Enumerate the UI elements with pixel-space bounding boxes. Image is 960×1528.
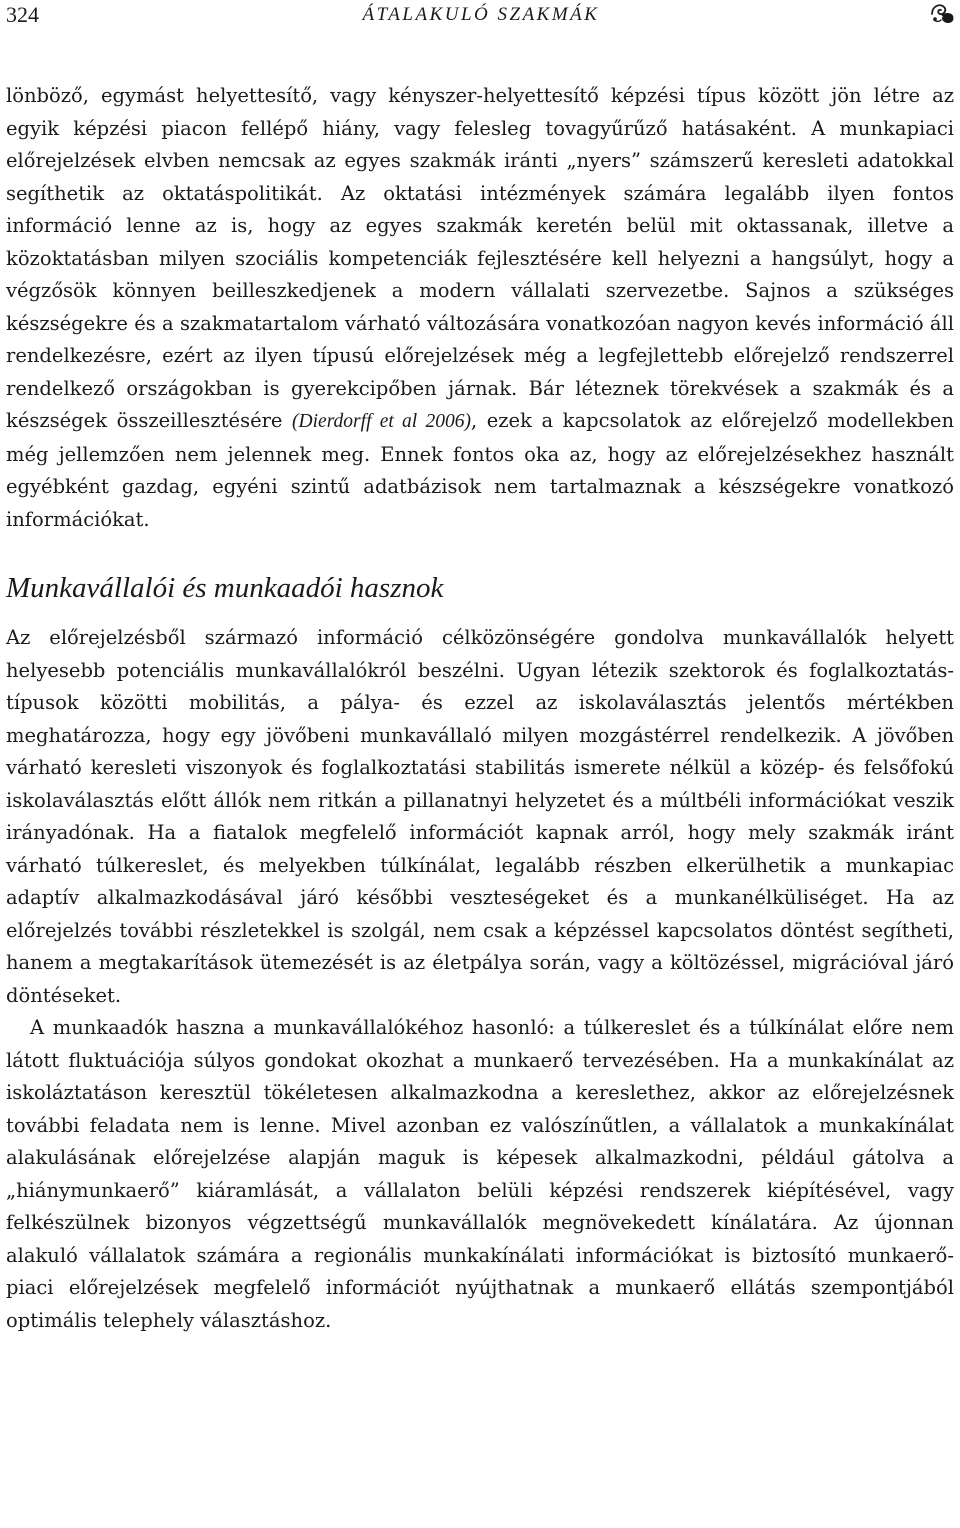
- paragraph: A munkaadók haszna a munkavállalókéhoz hasonló: a túlkereslet és a túlkínálat előre nem látott fluktuációja súlyos gondokat okozhat a munkaerő tervezésében. Ha a munkakínálat az iskoláztatáson keresztül tökéletesen alkalmazkodna a kereslethez, akkor az előrejelzésnek további feladata nem is lenne. Mivel azonban ez valószínűtlen, a vállalatok a munkakínálat alakulásának előrejelzése alapján maguk is képesek alkalmazkodni, például gátolva a „hiánymunkaerő” kiáramlását, a vállalaton belüli képzési rendszerek kiépítésével, vagy felkészülnek bizonyos végzettségű munkavállalók megnövekedett kínálatára. Az újonnan alakuló vállalatok számára a regionális munkakínálati információkat is biztosító munkaerő-piaci előrejelzések megfelelő információt nyújthatnak a munkaerő ellátás szempontjából optimális telephely választáshoz.: [6, 1016, 954, 1332]
- page-number: 324: [6, 2, 39, 27]
- paragraph-text: lönböző, egymást helyettesítő, vagy kényszer-helyettesítő képzési típus között jön létre az egyik képzési piacon fellépő hiány, vagy felesleg tovagyűrűző hatásaként. A munkapiaci előrejelzések elvben nemcsak az egyes szakmák iránti „nyers” számszerű keresleti adatokkal segíthetik az oktatáspolitikát. Az oktatási intézmények számára legalább ilyen fontos információ lenne az is, hogy az egyes szakmák keretén belül mit oktassanak, illetve a közoktatásban milyen szociális kompetenciák fejlesztésére kell helyezni a hangsúlyt, hogy a végzősök könnyen beilleszkedjenek a modern vállalati szervezetbe. Sajnos a szükséges készségekre és a szakmatartalom várható változására vonatkozóan nagyon kevés információ áll rendelkezésre, ezért az ilyen típusú előrejelzések még a legfejlettebb előrejelző rendszerrel rendelkező országokban is gyerekcipőben járnak. Bár léteznek törekvések a szakmák és a készségek összeillesztésére: [6, 84, 954, 432]
- running-title: ÁTALAKULÓ SZAKMÁK: [362, 4, 600, 25]
- section-heading: Munkavállalói és munkaadói hasznok: [6, 572, 444, 604]
- paragraph-text: , ezek a kapcsolatok az előrejelző modellekben még jellemzően nem jelennek meg. Ennek fontos oka az, hogy az előrejelzésekhez használt egyébként gazdag, egyéni szintű adatbázisok nem tartalmaznak a készségekre vonatkozó információkat.: [6, 409, 955, 531]
- paragraph-continued: [6, 80, 954, 536]
- paragraph: Az előrejelzésből származó információ célközönségére gondolva munkavállalók helyett helyesebb potenciális munkavállalókról beszélni. Ugyan létezik szektorok és foglalkoztatás-típusok közötti mobilitás, a pálya- és ezzel az iskolaválasztás jelentős mértékben meghatározza, hogy egy jövőbeni munkavállaló milyen mozgástérrel rendelkezik. A jövőben várható keresleti viszonyok és foglalkoztatási stabilitás ismerete nélkül a közép- és felsőfokú iskolaválasztás előtt állók nem ritkán a pillanatnyi helyzetet és a múltbéli információkat veszik irányadónak. Ha a fiatalok megfelelő információt kapnak arról, hogy mely szakmák iránt várható túlkereslet, és melyekben túlkínálat, legalább részben elkerülhetik a munkapiac adaptív alkalmazkodásával járó későbbi veszteségeket és a munkanélküliséget. Ha az előrejelzés további részletekkel is szolgál, nem csak a képzéssel kapcsolatos döntést segítheti, hanem a megtakarítások ütemezését is az életpálya során, vagy a költözéssel, migrációval járó döntéseket.: [6, 626, 954, 1007]
- body-text: [6, 80, 954, 1337]
- fleuron-icon: [928, 0, 956, 26]
- page-header: [6, 0, 956, 40]
- citation: (Dierdorff et al 2006): [292, 411, 471, 432]
